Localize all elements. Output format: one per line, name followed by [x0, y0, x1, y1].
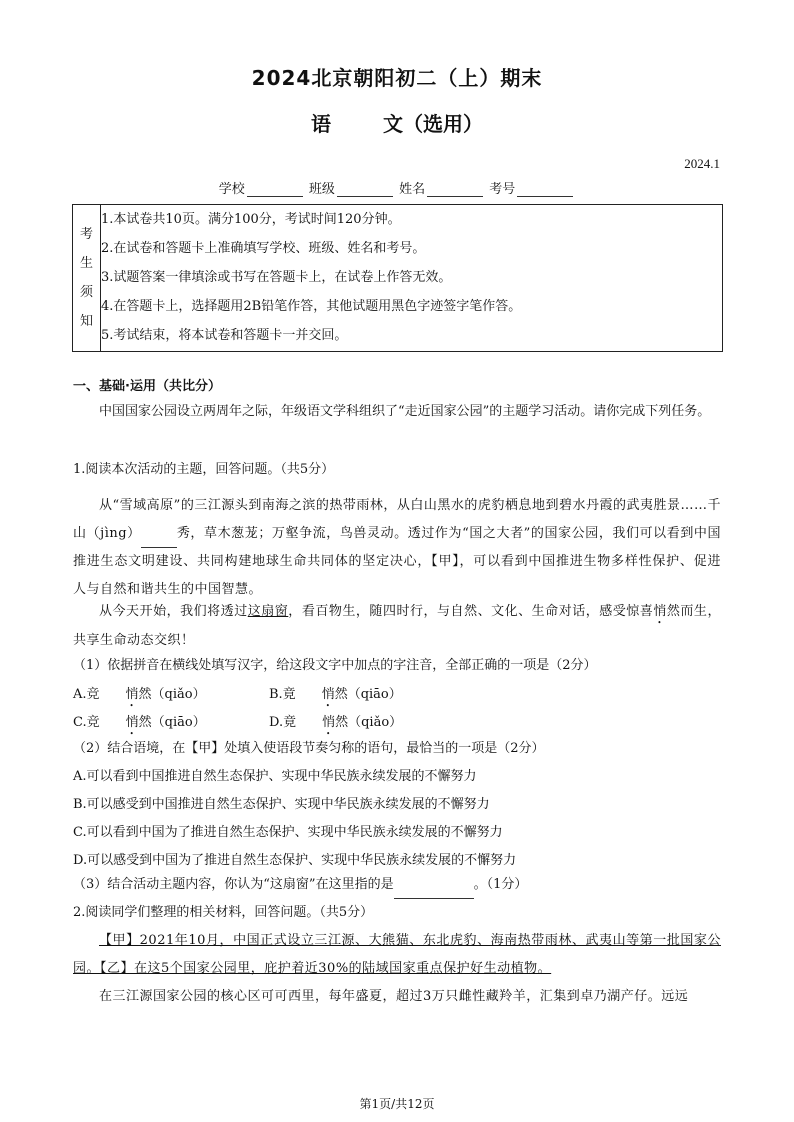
question-2-title: 2.阅读同学们整理的相关材料，回答问题。（共5分） — [73, 905, 374, 920]
notice-item: 4.在答题卡上，选择题用2B铅笔作答，其他试题用黑色字迹签字笔作答。 — [101, 299, 522, 314]
option-1-C[interactable] — [73, 711, 206, 738]
option-label: C.竞 — [73, 715, 100, 730]
passage-paragraph-1 — [73, 492, 721, 604]
id-field[interactable] — [517, 183, 573, 197]
question-1-title: 1.阅读本次活动的主题，回答问题。（共5分） — [73, 462, 335, 477]
notice-item: 3.试题答案一律填涂或书写在答题卡上，在试卷上作答无效。 — [101, 270, 452, 285]
notice-side-char: 生 — [79, 256, 93, 271]
option-pinyin: 然（qiǎo） — [138, 687, 206, 702]
section-heading: 一、基础·运用（共比分） — [73, 379, 221, 394]
exam-date: 2024.1 — [684, 156, 720, 171]
option-1-B[interactable] — [269, 683, 402, 710]
notice-side-label — [73, 205, 101, 351]
question-1-1: （1）依据拼音在横线处填写汉字，给这段文字中加点的字注音，全部正确的一项是（2分） — [73, 658, 597, 673]
option-1-A[interactable] — [73, 683, 206, 710]
class-field[interactable] — [337, 183, 393, 197]
option-label: B.竟 — [269, 687, 296, 702]
option-dotted-char: 悄 — [125, 715, 139, 730]
school-field[interactable] — [247, 183, 303, 197]
subject-title-b: 文（选用） — [383, 112, 483, 136]
option-1-D[interactable] — [269, 711, 402, 738]
passage-paragraph-2 — [73, 598, 721, 655]
school-label: 学校 — [218, 182, 245, 197]
notice-side-char: 须 — [79, 285, 93, 300]
question-1-3-score: 。（1分） — [473, 877, 528, 892]
material-jia-yi: 【甲】2021年10月，中国正式设立三江源、大熊猫、东北虎豹、海南热带雨林、武夷山等第一批国家公园。【乙】在这5个国家公园里，庇护着近30%的陆域国家重点保护好生动植物。 — [73, 933, 721, 976]
passage-2-part-b: ，看百物生，随四时行，与自然、文化、生命对话，感受惊喜 — [288, 604, 654, 619]
passage-2-part-c: 然而生，共享生命动态交织！ — [73, 604, 721, 648]
option-label: D.竟 — [269, 715, 297, 730]
option-label: A.竞 — [73, 687, 100, 702]
passage-2-part-a: 从今天开始，我们将透过 — [99, 604, 248, 619]
activity-intro: 中国国家公园设立两周年之际，年级语文学科组织了“走近国家公园”的主题学习活动。请你完成下列任务。 — [99, 404, 711, 419]
dotted-char: 悄 — [653, 604, 667, 619]
option-2-A[interactable]: A.可以看到中国推进自然生态保护、实现中华民族永续发展的不懈努力 — [73, 769, 477, 784]
fill-blank[interactable] — [141, 533, 177, 548]
notice-items — [101, 207, 521, 352]
option-pinyin: 然（qiāo） — [138, 715, 206, 730]
notice-side-char: 知 — [79, 314, 93, 329]
name-field[interactable] — [427, 183, 483, 197]
notice-item: 2.在试卷和答题卡上准确填写学校、班级、姓名和考号。 — [101, 241, 426, 256]
passage-1-part-b: 秀，草木葱茏；万壑争流，鸟兽灵动。透过作为“国之大者”的国家公园，我们可以看到中国推进生态文明建设、共同构建地球生命共同体的坚定决心，【甲】，可以看到中国推进生物多样性保护、促进人与自然和谐共生的中国智慧。 — [73, 526, 722, 597]
option-2-D[interactable]: D.可以感受到中国为了推进自然生态保护、实现中华民族永续发展的不懈努力 — [73, 853, 517, 868]
notice-item: 1.本试卷共10页。满分100分，考试时间120分钟。 — [101, 212, 401, 227]
option-2-B[interactable]: B.可以感受到中国推进自然生态保护、实现中华民族永续发展的不懈努力 — [73, 797, 490, 812]
material-paragraph: 在三江源国家公园的核心区可可西里，每年盛夏，超过3万只雌性藏羚羊，汇集到卓乃湖产仔。远远 — [99, 989, 689, 1004]
option-dotted-char: 悄 — [322, 715, 336, 730]
question-1-3 — [73, 871, 721, 899]
class-label: 班级 — [308, 182, 335, 197]
subject-title-a: 语 — [311, 112, 331, 136]
student-info-line — [0, 178, 794, 197]
id-label: 考号 — [489, 182, 516, 197]
page-title: 2024北京朝阳初二（上）期末 — [251, 66, 543, 90]
passage-1-part-a: 从“雪域高原”的三江源头到南海之滨的热带雨林，从白山黑水的虎豹栖息地到碧水丹霞的武夷胜景……千山（jìng） — [73, 498, 721, 541]
question-1-3-text: （3）结合活动主题内容，你认为“这扇窗”在这里指的是 — [73, 877, 394, 892]
option-dotted-char: 悄 — [321, 687, 335, 702]
option-pinyin: 然（qiǎo） — [335, 715, 403, 730]
notice-item: 5.考试结束，将本试卷和答题卡一并交回。 — [101, 328, 348, 343]
option-dotted-char: 悄 — [125, 687, 139, 702]
subject-title — [0, 108, 794, 137]
option-pinyin: 然（qiāo） — [334, 687, 402, 702]
page-number: 第1页/共12页 — [359, 1097, 435, 1111]
option-2-C[interactable]: C.可以看到中国为了推进自然生态保护、实现中华民族永续发展的不懈努力 — [73, 825, 503, 840]
name-label: 姓名 — [399, 182, 426, 197]
question-1-2: （2）结合语境，在【甲】处填入使语段节奏匀称的语句，最恰当的一项是（2分） — [73, 741, 545, 756]
exam-notice-box — [72, 204, 723, 352]
answer-blank[interactable] — [394, 884, 474, 899]
this-window-phrase: 这扇窗 — [247, 604, 289, 619]
notice-side-char: 考 — [79, 227, 93, 242]
